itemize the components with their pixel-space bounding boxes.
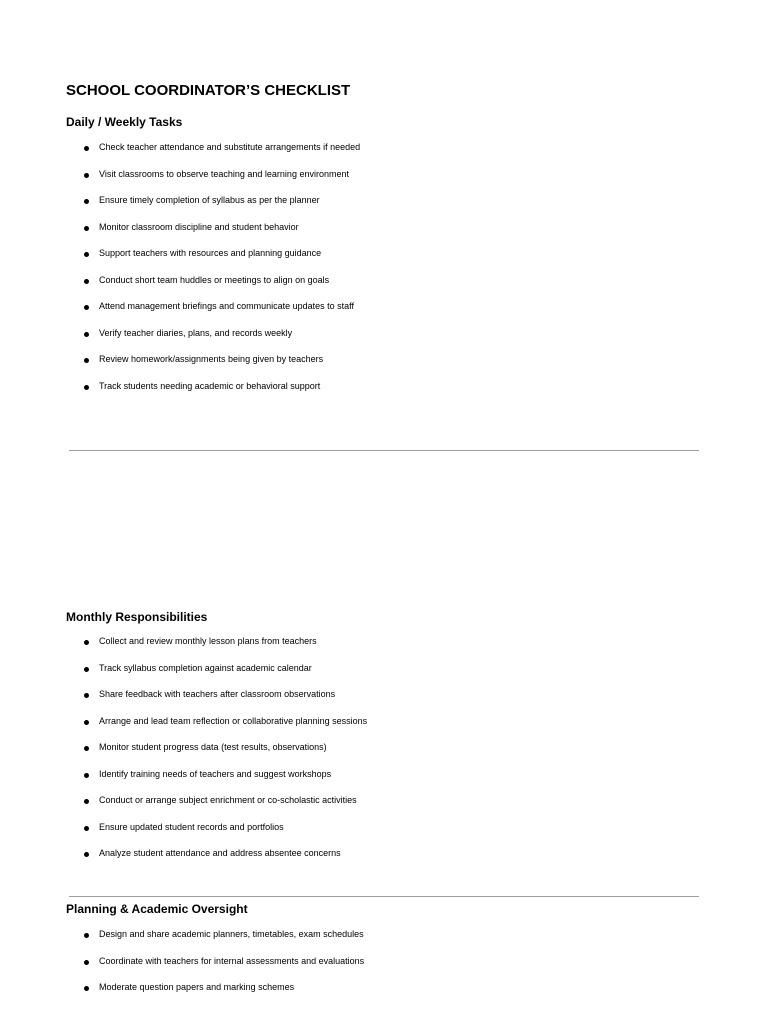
list-item-text: Conduct short team huddles or meetings to align on goals bbox=[99, 274, 330, 285]
bullet-icon bbox=[84, 667, 89, 672]
list-item bbox=[0, 768, 768, 795]
bullet-icon bbox=[84, 826, 89, 831]
list-item-text: Identify training needs of teachers and suggest workshops bbox=[99, 768, 332, 779]
list-item-text: Analyze student attendance and address absentee concerns bbox=[99, 848, 341, 858]
list-item-text: Attend management briefings and communicate updates to staff bbox=[99, 301, 354, 311]
list-item bbox=[0, 715, 768, 742]
list-item bbox=[0, 194, 768, 221]
list-item-text: Review homework/assignments being given by teachers bbox=[99, 354, 324, 364]
list-item-text: Track syllabus completion against academic calendar bbox=[99, 662, 312, 673]
list-item-text: Moderate question papers and marking schemes bbox=[99, 982, 295, 992]
bullet-icon bbox=[84, 385, 89, 390]
bullet-icon bbox=[84, 693, 89, 698]
list-item-text: Design and share academic planners, timetables, exam schedules bbox=[99, 929, 364, 939]
list-item bbox=[0, 353, 768, 380]
bullet-icon bbox=[84, 799, 89, 804]
list-item bbox=[0, 168, 768, 195]
list-item bbox=[0, 955, 768, 982]
list-item bbox=[0, 221, 768, 248]
list-item-text: Track students needing academic or behavioral support bbox=[99, 380, 321, 391]
list-item bbox=[0, 141, 768, 168]
list-item-text: Verify teacher diaries, plans, and records weekly bbox=[99, 327, 293, 338]
bullet-icon bbox=[84, 986, 89, 991]
list-item bbox=[0, 794, 768, 821]
bullet-icon bbox=[84, 173, 89, 178]
list-item bbox=[0, 327, 768, 354]
monthly-task-list bbox=[0, 635, 768, 874]
planning-oversight-task-list bbox=[0, 928, 768, 1008]
section-heading-planning-oversight: Planning & Academic Oversight bbox=[66, 902, 248, 916]
section-divider bbox=[69, 450, 699, 451]
bullet-icon bbox=[84, 852, 89, 857]
list-item bbox=[0, 821, 768, 848]
list-item-text: Support teachers with resources and planning guidance bbox=[99, 248, 322, 258]
list-item bbox=[0, 635, 768, 662]
list-item-text: Ensure updated student records and portfolios bbox=[99, 821, 284, 832]
list-item bbox=[0, 662, 768, 689]
list-item bbox=[0, 981, 768, 1008]
list-item bbox=[0, 688, 768, 715]
list-item-text: Arrange and lead team reflection or collaborative planning sessions bbox=[99, 715, 368, 726]
bullet-icon bbox=[84, 252, 89, 257]
bullet-icon bbox=[84, 720, 89, 725]
bullet-icon bbox=[84, 358, 89, 363]
list-item-text: Ensure timely completion of syllabus as per the planner bbox=[99, 195, 320, 205]
section-divider bbox=[69, 896, 699, 897]
list-item bbox=[0, 928, 768, 955]
bullet-icon bbox=[84, 199, 89, 204]
list-item-text: Coordinate with teachers for internal assessments and evaluations bbox=[99, 955, 365, 966]
bullet-icon bbox=[84, 933, 89, 938]
list-item-text: Visit classrooms to observe teaching and learning environment bbox=[99, 168, 349, 179]
section-heading-monthly: Monthly Responsibilities bbox=[66, 610, 208, 624]
list-item-text: Share feedback with teachers after classroom observations bbox=[99, 689, 336, 699]
list-item bbox=[0, 274, 768, 301]
list-item-text: Monitor student progress data (test results, observations) bbox=[99, 742, 327, 752]
daily-weekly-task-list bbox=[0, 141, 768, 406]
list-item-text: Conduct or arrange subject enrichment or co-scholastic activities bbox=[99, 795, 357, 805]
bullet-icon bbox=[84, 773, 89, 778]
list-item bbox=[0, 847, 768, 874]
list-item bbox=[0, 247, 768, 274]
bullet-icon bbox=[84, 279, 89, 284]
list-item-text: Check teacher attendance and substitute arrangements if needed bbox=[99, 142, 361, 152]
bullet-icon bbox=[84, 640, 89, 645]
bullet-icon bbox=[84, 146, 89, 151]
bullet-icon bbox=[84, 305, 89, 310]
bullet-icon bbox=[84, 960, 89, 965]
bullet-icon bbox=[84, 332, 89, 337]
bullet-icon bbox=[84, 746, 89, 751]
document-title: SCHOOL COORDINATOR’S CHECKLIST bbox=[66, 82, 351, 99]
list-item bbox=[0, 300, 768, 327]
list-item bbox=[0, 380, 768, 407]
list-item-text: Collect and review monthly lesson plans from teachers bbox=[99, 636, 317, 646]
bullet-icon bbox=[84, 226, 89, 231]
list-item bbox=[0, 741, 768, 768]
section-heading-daily-weekly: Daily / Weekly Tasks bbox=[66, 115, 183, 129]
list-item-text: Monitor classroom discipline and student behavior bbox=[99, 221, 299, 232]
